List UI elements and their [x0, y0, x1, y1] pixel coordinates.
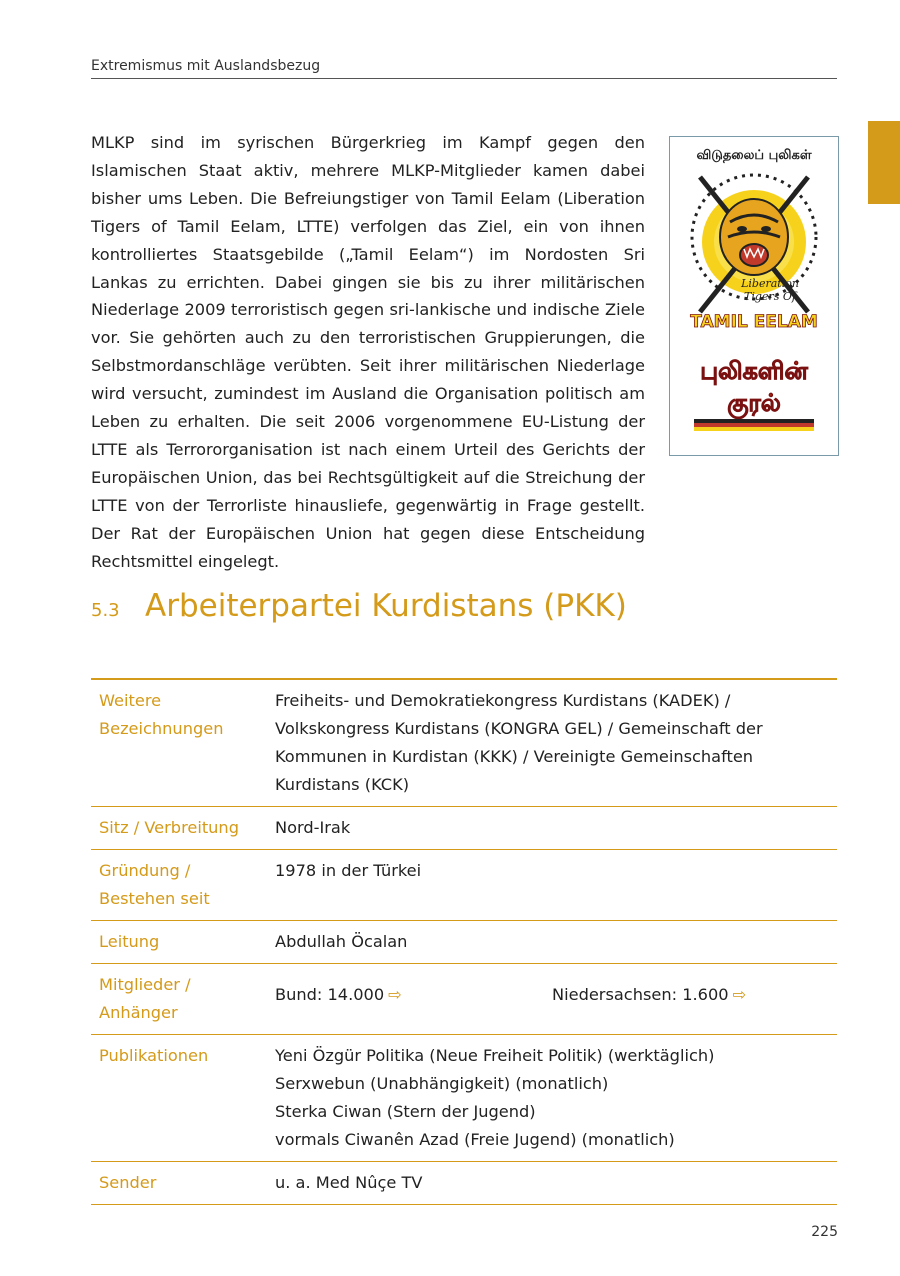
running-header-title: Extremismus mit Auslandsbezug	[91, 58, 321, 74]
members-niedersachsen	[552, 981, 829, 1009]
logo-line-2: Tigers Of	[744, 290, 796, 303]
publication-item: Sterka Ciwan (Stern der Jugend)	[275, 1102, 536, 1121]
ltte-logo-image	[669, 136, 839, 456]
row-value: 1978 in der Türkei	[267, 850, 837, 921]
logo-arc-text: விடுதலைப் புலிகள்	[696, 148, 812, 163]
arrow-right-icon[interactable]: ⇨	[388, 985, 402, 1004]
row-label: Weitere Bezeichnungen	[91, 679, 267, 807]
chapter-tab-marker	[868, 121, 900, 204]
members-bund	[275, 981, 552, 1009]
row-label: Publikationen	[91, 1035, 267, 1162]
row-label: Leitung	[91, 921, 267, 964]
logo-name: TAMIL EELAM	[690, 312, 818, 332]
members-value	[267, 964, 837, 1035]
logo-tamil-line-1: புலிகளின்	[700, 357, 808, 385]
row-value: Freiheits- und Demokratiekongress Kurdistans (KADEK) / Volkskongress Kurdistans (KONGRA GEL) / Gemeinschaft der Kommunen in Kurdistan (KKK) / Vereinigte Gemeinschaften Kurdistans (KCK)	[267, 679, 837, 807]
table-row	[91, 679, 837, 807]
table-row	[91, 850, 837, 921]
section-title: Arbeiterpartei Kurdistans (PKK)	[145, 588, 627, 624]
logo-line-1: Liberation	[741, 277, 799, 290]
facts-table	[91, 678, 837, 1205]
publication-item: Serxwebun (Unabhängigkeit) (monatlich)	[275, 1074, 609, 1093]
row-value: u. a. Med Nûçe TV	[267, 1162, 837, 1205]
table-row	[91, 921, 837, 964]
members-bund-text: Bund: 14.000	[275, 985, 385, 1004]
row-label: Gründung / Bestehen seit	[91, 850, 267, 921]
page-number: 225	[811, 1224, 838, 1240]
table-row	[91, 964, 837, 1035]
row-value: Nord-Irak	[267, 807, 837, 850]
section-heading	[91, 588, 837, 624]
publication-item: vormals Ciwanên Azad (Freie Jugend) (monatlich)	[275, 1130, 675, 1149]
row-label: Sender	[91, 1162, 267, 1205]
section-number: 5.3	[91, 600, 120, 621]
row-value: Abdullah Öcalan	[267, 921, 837, 964]
running-header	[91, 58, 837, 79]
table-row	[91, 1162, 837, 1205]
row-label: Sitz / Verbreitung	[91, 807, 267, 850]
logo-tamil-line-2: குரல்	[727, 389, 781, 417]
body-paragraph: MLKP sind im syrischen Bürgerkrieg im Kampf gegen den Islamischen Staat aktiv, mehrere MLKP-Mitglieder kamen dabei bisher ums Leben. Die Befreiungstiger von Tamil Eelam (Liberation Tigers of Tamil Eelam, LTTE) verfolgen das Ziel, ein von ihnen kontrolliertes Staatsgebilde („Tamil Eelam“) im Nordosten Sri Lankas zu errichten. Dabei gingen sie bis zu ihrer militärischen Niederlage 2009 terroristisch gegen sri-lankische und indische Ziele vor. Sie gehörten auch zu den terroristischen Gruppierungen, die Selbstmordanschläge verübten. Seit ihrer militärischen Niederlage wird versucht, zumindest im Ausland die Organisation politisch am Leben zu erhalten. Die seit 2006 vorgenommene EU-Listung der LTTE als Terrororganisation ist nach einem Urteil des Gerichts der Europäischen Union, das bei Rechtsgültigkeit auf die Streichung der LTTE von der Terrorliste hinausliefe, gegenwärtig in Frage gestellt. Der Rat der Europäischen Union hat gegen diese Entscheidung Rechtsmittel eingelegt.	[91, 133, 645, 571]
arrow-right-icon[interactable]: ⇨	[732, 985, 747, 1004]
tiger-emblem-icon	[670, 137, 838, 455]
table-row	[91, 1035, 837, 1162]
publication-item: Yeni Özgür Politika (Neue Freiheit Politik) (werktäglich)	[275, 1046, 715, 1065]
row-label: Mitglieder / Anhänger	[91, 964, 267, 1035]
publications-value	[267, 1035, 837, 1162]
table-row	[91, 807, 837, 850]
members-niedersachsen-text: Niedersachsen: 1.600	[552, 985, 729, 1004]
